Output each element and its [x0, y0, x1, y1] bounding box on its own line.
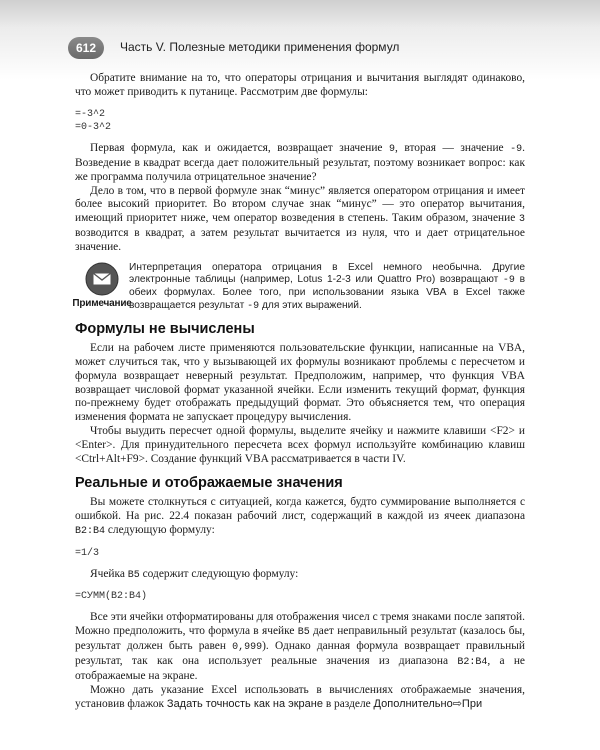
section1-paragraph-2: Чтобы выудить пересчет одной формулы, выделите ячейку и нажмите клавиши <F2> и <Enter>. Для принудительного пересчета всех формул используйте комбинацию клавиш <Ctrl+Alt+F9>. Создание функций VBA рассматривается в части IV. — [75, 425, 525, 466]
intro-paragraph-3: Дело в том, что в первой формуле знак “минус” является оператором отрицания и имеет более высокий приоритет. Во втором случае знак “минус” — это оператор вычитания, имеющий приоритет ниже, чем оператор возведения в степень. Таким образом, значение 3 возводится в квадрат, а затем результат вычитается из нуля, что и дает отрицательное значение. — [75, 184, 525, 254]
intro-paragraph-2: Первая формула, как и ожидается, возвращает значение 9, вторая — значение -9. Возведение в квадрат всегда дает положительный результат, поэтому возникает вопрос: как же программа получила отрицательное значение? — [75, 141, 525, 183]
page-body — [72, 72, 525, 712]
formula-line: =-3^2 — [75, 108, 106, 120]
section2-paragraph-2: Ячейка B5 содержит следующую формулу: — [90, 567, 299, 581]
section2-paragraph-1: Вы можете столкнуться с ситуацией, когда кажется, будто суммирование выполняется с ошибкой. На рис. 22.4 показан рабочий лист, содержащий в каждой из ячеек диапазона B2:B4 следующую формулу: — [75, 495, 525, 537]
intro-formulas — [75, 108, 525, 134]
note-label: Примечание — [72, 298, 132, 310]
note-text: Интерпретация оператора отрицания в Excel немного необычна. Другие электронные таблицы (например, Lotus 1-2-3 или Quattro Pro) возвращают -9 в обеих формулах. Более того, при использовании языка VBA в Excel также возвращается результат -9 для этих выражений. — [129, 262, 525, 312]
intro-paragraph-1: Обратите внимание на то, что операторы отрицания и вычитания выглядят одинаково, что может приводить к путанице. Рассмотрим две формулы: — [75, 72, 525, 98]
section1-paragraph-1: Если на рабочем листе применяются пользовательские функции, написанные на VBA, может случиться так, что у вызывающей их формулы возникают проблемы с пересчетом и формула возвращает неверный результат. Предположим, например, что функция VBA возвращает числовой формат указанной ячейки. Если изменить текущий формат, функция по-прежнему будет отображать предыдущий формат. Это объясняется тем, что операция изменения формата не запускает процедуру вычисления. — [75, 341, 525, 424]
envelope-icon — [85, 262, 119, 296]
section-heading: Реальные и отображаемые значения — [75, 474, 343, 491]
section-heading: Формулы не вычислены — [75, 320, 255, 337]
section2-paragraph-4: Можно дать указание Excel использовать в вычислениях отображаемые значения, установив флажок Задать точность как на экране в разделе Дополнительно⇨При — [75, 684, 525, 710]
section2-formula-1: =1/3 — [75, 547, 100, 559]
running-head: Часть V. Полезные методики применения формул — [120, 40, 400, 54]
section2-formula-2: =СУММ(B2:B4) — [75, 591, 148, 603]
section2-paragraph-3: Все эти ячейки отформатированы для отображения чисел с тремя знаками после запятой. Можно предположить, что формула в ячейке B5 дает неправильный результат (казалось бы, результат должен быть равен 0,999). Однако данная формула возвращает правильный результат, так как она использует реальные значения из диапазона B2:B4, а не отображаемые на экране. — [75, 611, 525, 683]
page-number: 612 — [68, 37, 104, 59]
formula-line: =0-3^2 — [75, 121, 112, 133]
note-box — [72, 262, 525, 313]
